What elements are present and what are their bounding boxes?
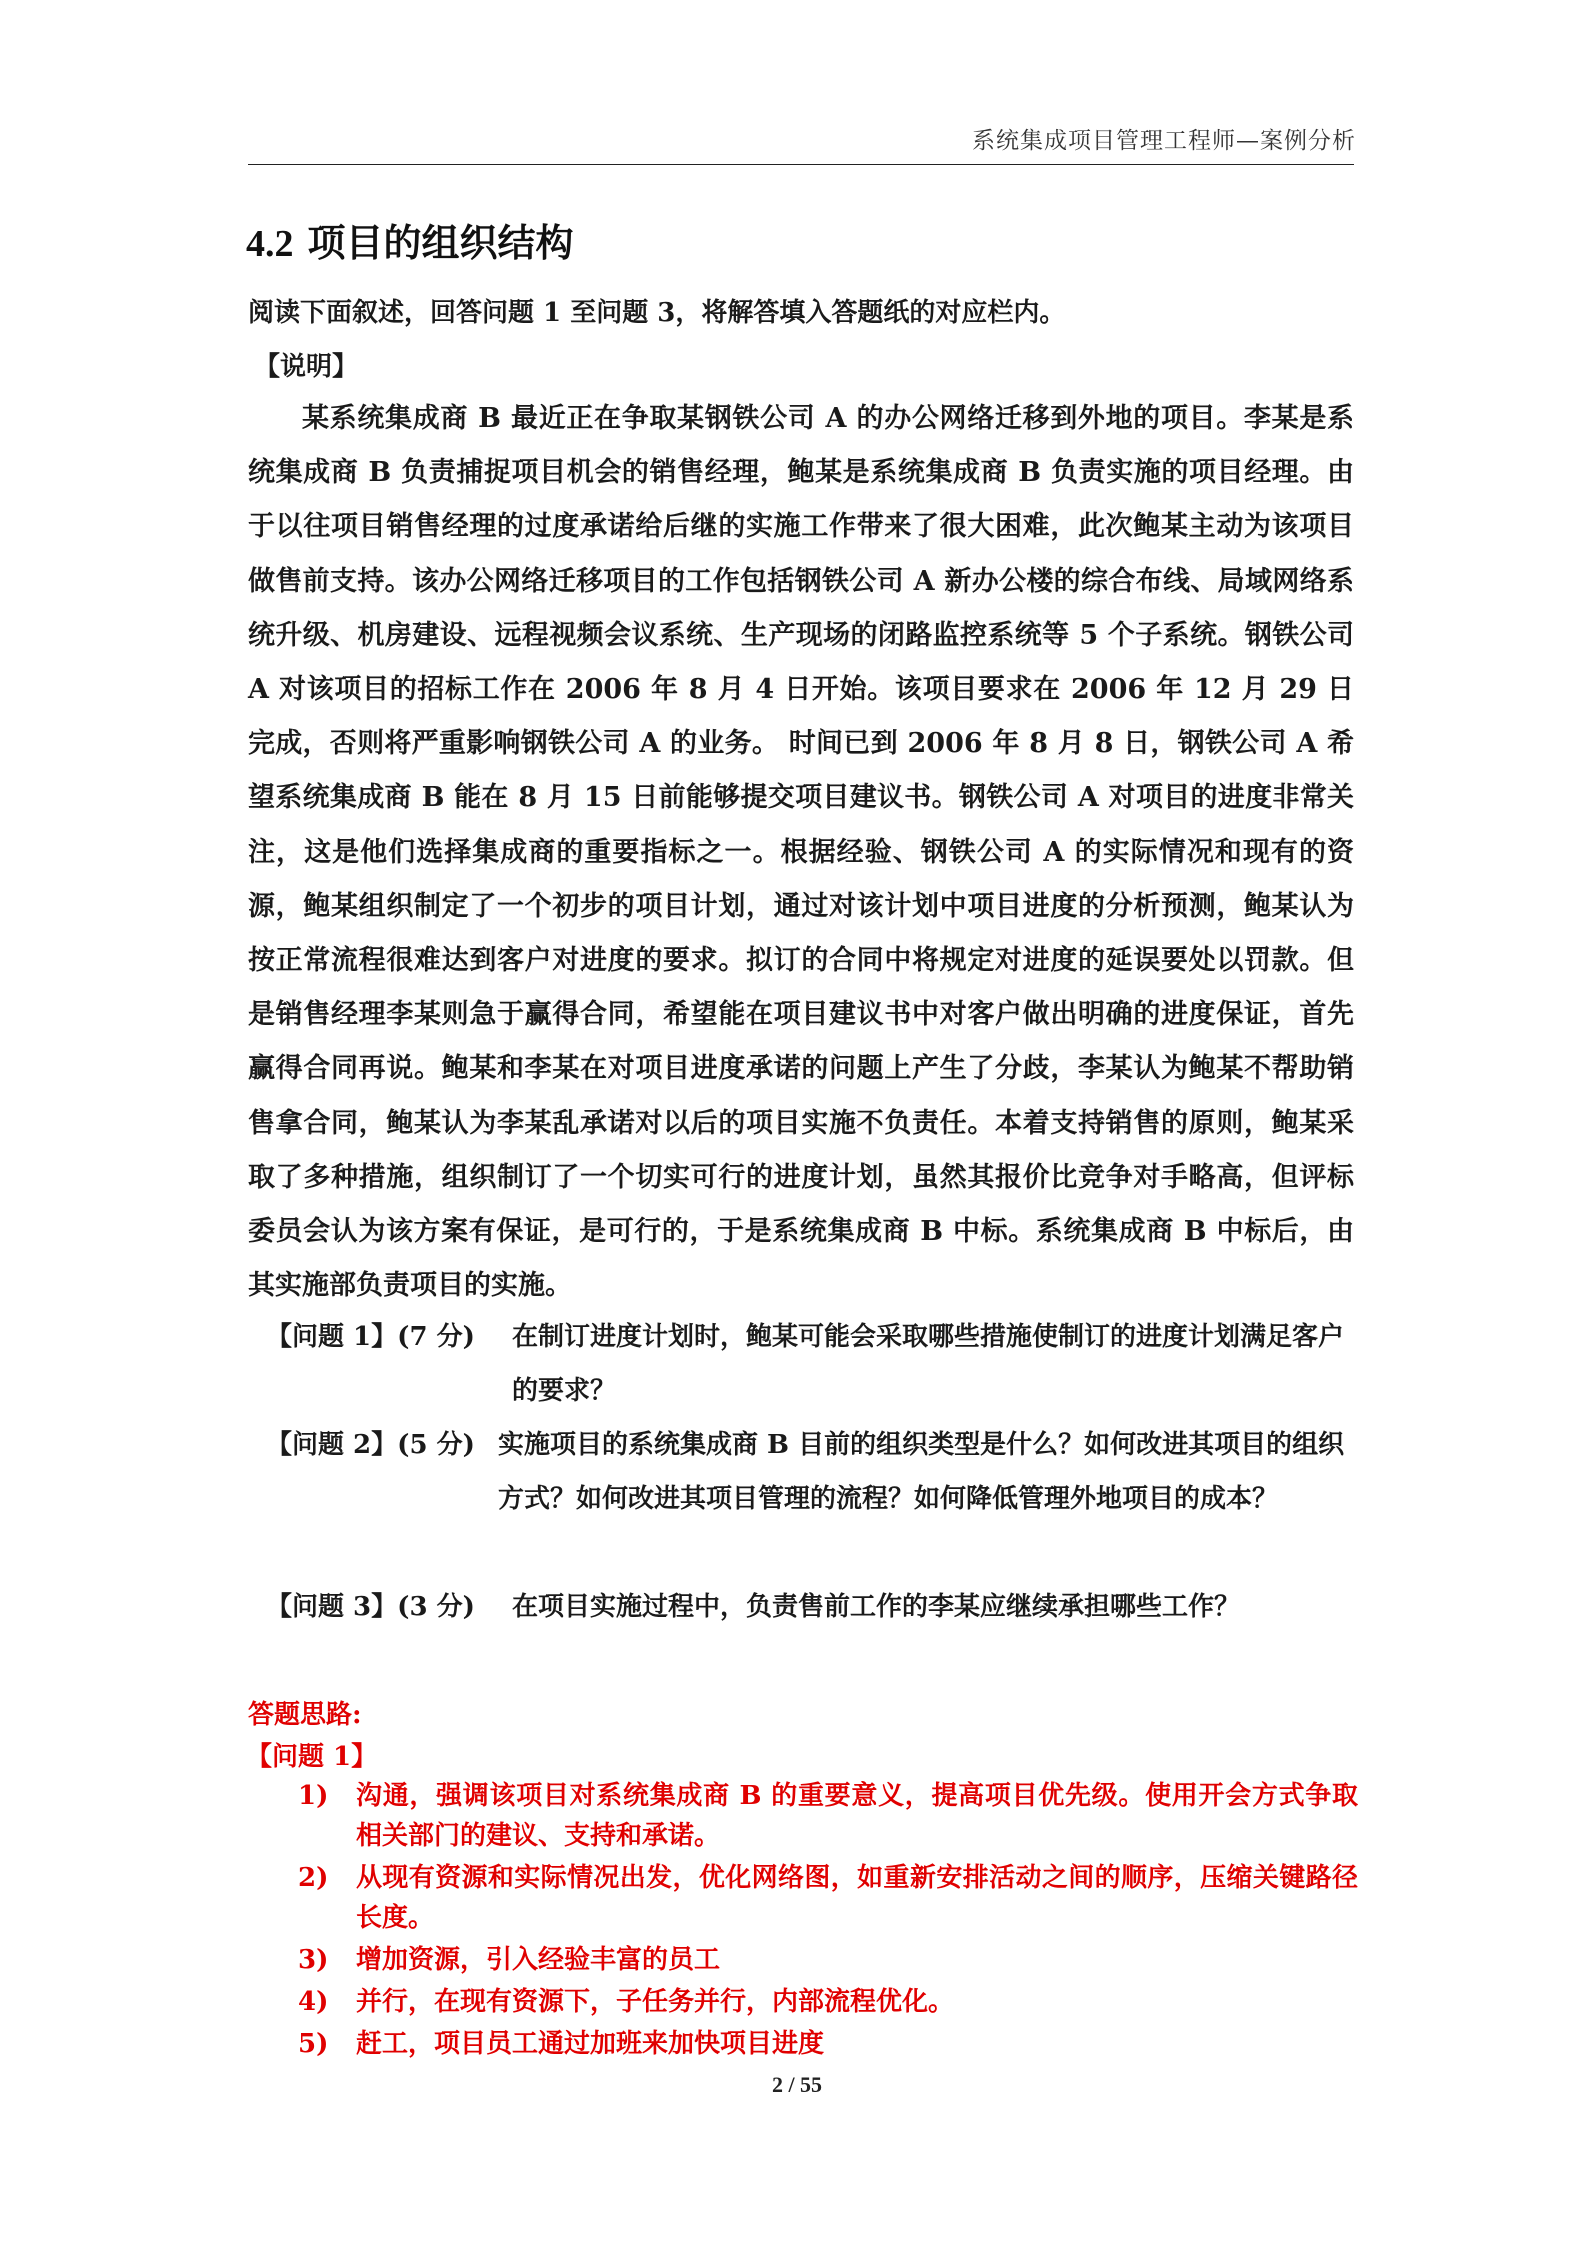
answer-item-text: 增加资源，引入经验丰富的员工 [356, 1945, 721, 1975]
answer-item [298, 1776, 1358, 1856]
answer-list [298, 1776, 1358, 2066]
section-title [246, 212, 574, 267]
answer-item-text: 沟通，强调该项目对系统集成商 B 的重要意义，提高项目优先级。使用开会方式争取相关部门的建议、支持和承诺。 [356, 1781, 1358, 1851]
question-1-text: 在制订进度计划时，鲍某可能会采取哪些措施使制订的进度计划满足客户的要求？ [512, 1322, 1345, 1406]
answer-item [298, 1940, 1358, 1980]
section-title-text: 项目的组织结构 [307, 220, 574, 265]
question-2 [266, 1418, 1356, 1526]
intro-instruction: 阅读下面叙述，回答问题 1 至问题 3，将解答填入答题纸的对应栏内。 [248, 298, 1066, 328]
header-divider [248, 164, 1354, 165]
question-2-text: 实施项目的系统集成商 B 目前的组织类型是什么？如何改进其项目的组织方式？如何改进其项目管理的流程？如何降低管理外地项目的成本？ [498, 1430, 1345, 1514]
answer-title: 答题思路: [248, 1700, 362, 1730]
answer-item-index: 5) [298, 2029, 329, 2059]
description-tag: 【说明】 [254, 352, 359, 382]
question-1 [266, 1310, 1356, 1418]
section-number: 4.2 [246, 223, 294, 265]
question-1-label: 【问题 1】(7 分) [266, 1322, 475, 1352]
page-number: 2 / 55 [771, 2072, 823, 2097]
question-2-label: 【问题 2】(5 分) [266, 1430, 475, 1460]
answer-item-text: 并行，在现有资源下，子任务并行，内部流程优化。 [356, 1987, 955, 2017]
answer-item-index: 4) [298, 1987, 329, 2017]
case-description: 某系统集成商 B 最近正在争取某钢铁公司 A 的办公网络迁移到外地的项目。李某是系统集成商 B 负责捕捉项目机会的销售经理，鲍某是系统集成商 B 负责实施的项目经理。由于以往项目销售经理的过度承诺给后继的实施工作带来了很大困难，此次鲍某主动为该项目做售前支持。该办公网络迁移项目的工作包括钢铁公司 A 新办公楼的综合布线、局域网络系统升级、机房建设、远程视频会议系统、生产现场的闭路监控系统等 5 个子系统。钢铁公司 A 对该项目的招标工作在 2006 年 8 月 4 日开始。该项目要求在 2006 年 12 月 29 日完成，否则将严重影响钢铁公司 A 的业务。 时间已到 2006 年 8 月 8 日，钢铁公司 A 希望系统集成商 B 能在 8 月 15 日前能够提交项目建议书。钢铁公司 A 对项目的进度非常关注，这是他们选择集成商的重要指标之一。根据经验、钢铁公司 A 的实际情况和现有的资源，鲍某组织制定了一个初步的项目计划，通过对该计划中项目进度的分析预测，鲍某认为按正常流程很难达到客户对进度的要求。拟订的合同中将规定对进度的延误要处以罚款。但是销售经理李某则急于赢得合同，希望能在项目建议书中对客户做出明确的进度保证，首先赢得合同再说。鲍某和李某在对项目进度承诺的问题上产生了分歧，李某认为鲍某不帮助销售拿合同，鲍某认为李某乱承诺对以后的项目实施不负责任。本着支持销售的原则，鲍某采取了多种措施，组织制订了一个切实可行的进度计划，虽然其报价比竞争对手略高，但评标委员会认为该方案有保证，是可行的，于是系统集成商 B 中标。系统集成商 B 中标后，由其实施部负责项目的实施。 [248, 403, 1354, 1302]
answer-item [298, 1982, 1358, 2022]
answer-item-text: 从现有资源和实际情况出发，优化网络图，如重新安排活动之间的顺序，压缩关键路径长度。 [356, 1863, 1358, 1933]
question-3-text: 在项目实施过程中，负责售前工作的李某应继续承担哪些工作？ [512, 1592, 1241, 1622]
answer-item-text: 赶工，项目员工通过加班来加快项目进度 [356, 2029, 825, 2059]
answer-item-index: 1) [298, 1781, 329, 1811]
question-3-label: 【问题 3】(3 分) [266, 1592, 475, 1622]
answer-subtitle: 【问题 1】 [246, 1742, 378, 1772]
running-header: 系统集成项目管理工程师—案例分析 [972, 128, 1356, 154]
question-3 [266, 1580, 1356, 1634]
answer-item [298, 1858, 1358, 1938]
answer-item-index: 3) [298, 1945, 329, 1975]
answer-item-index: 2) [298, 1863, 329, 1893]
answer-item [298, 2024, 1358, 2064]
